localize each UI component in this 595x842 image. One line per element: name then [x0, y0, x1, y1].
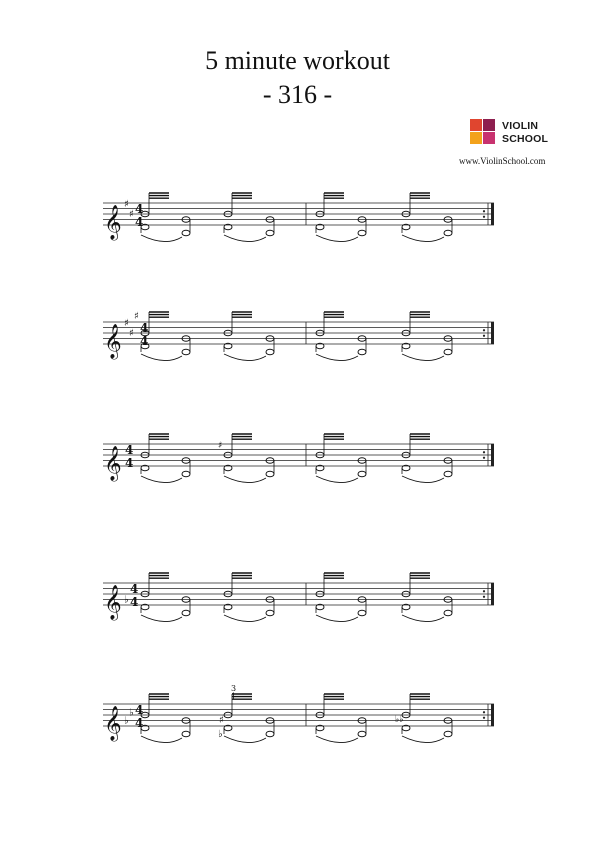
treble-clef: 𝄞 — [104, 446, 122, 481]
time-signature-top: 4 — [140, 321, 149, 335]
half-note-head — [182, 471, 190, 477]
slur — [316, 615, 358, 622]
exercise-number: - 316 - — [262, 80, 333, 109]
fingering-upper: 3 — [231, 684, 237, 693]
repeat-barline-thick — [491, 704, 494, 726]
staff-system-5 — [103, 694, 494, 743]
double-flat-accidental: ♭♭ — [395, 715, 404, 725]
repeat-dot — [483, 329, 485, 331]
logo-line-1: VIOLIN — [502, 120, 539, 132]
repeat-dot — [483, 711, 485, 713]
staff-system-3 — [103, 434, 494, 483]
time-signature-bottom: 4 — [135, 215, 144, 229]
repeat-barline-thick — [491, 583, 494, 605]
time-signature-bottom: 4 — [125, 456, 134, 470]
half-note-head — [266, 610, 274, 616]
repeat-dot — [483, 590, 485, 592]
key-signature-accidental: ♭ — [124, 715, 129, 727]
repeat-dot — [483, 717, 485, 719]
staff-system-1 — [103, 193, 494, 242]
treble-clef: 𝄞 — [104, 205, 122, 240]
key-signature-accidental: ♯ — [129, 328, 134, 339]
repeat-dot — [483, 216, 485, 218]
treble-clef: 𝄞 — [104, 585, 122, 620]
key-signature-accidental: ♯ — [124, 199, 129, 210]
slur — [402, 736, 444, 743]
sharp-accidental: ♯ — [219, 715, 224, 726]
repeat-dot — [483, 596, 485, 598]
slur — [224, 476, 266, 483]
half-note-head — [266, 349, 274, 355]
slur — [141, 235, 182, 242]
time-signature-top: 4 — [130, 582, 139, 596]
time-signature-bottom: 4 — [135, 716, 144, 730]
repeat-dot — [483, 451, 485, 453]
key-signature-accidental: ♯ — [124, 318, 129, 329]
half-note-head — [266, 230, 274, 236]
half-note-head — [266, 731, 274, 737]
slur — [316, 736, 358, 743]
slur — [224, 235, 266, 242]
repeat-barline-thick — [491, 444, 494, 466]
slur — [141, 615, 182, 622]
key-signature-accidental: ♭ — [124, 594, 129, 606]
repeat-barline-thick — [491, 322, 494, 344]
staff-system-2 — [103, 311, 494, 361]
time-signature-top: 4 — [135, 202, 144, 216]
half-note-head — [444, 471, 452, 477]
half-note-head — [358, 610, 366, 616]
page-title: 5 minute workout — [205, 46, 390, 75]
slur — [224, 354, 266, 361]
key-signature-accidental: ♭ — [129, 707, 134, 719]
website-url[interactable]: www.ViolinSchool.com — [459, 156, 546, 166]
slur — [316, 235, 358, 242]
logo-line-2: SCHOOL — [502, 132, 549, 145]
repeat-dot — [483, 335, 485, 337]
half-note-head — [266, 471, 274, 477]
fingering-mark — [231, 684, 236, 701]
staff-system-4 — [103, 573, 494, 622]
half-note-head — [444, 349, 452, 355]
slur — [224, 615, 266, 622]
key-signature-accidental: ♯ — [129, 209, 134, 220]
time-signature-top: 4 — [135, 703, 144, 717]
slur — [402, 615, 444, 622]
slur — [316, 476, 358, 483]
key-signature-accidental: ♯ — [134, 310, 139, 322]
half-note-head — [182, 349, 190, 355]
slur — [402, 235, 444, 242]
half-note-head — [444, 610, 452, 616]
half-note-head — [358, 731, 366, 737]
slur — [141, 476, 182, 483]
repeat-dot — [483, 210, 485, 212]
half-note-head — [444, 230, 452, 236]
slur — [402, 476, 444, 483]
slur — [141, 736, 182, 743]
slur — [224, 736, 266, 743]
repeat-barline-thick — [491, 203, 494, 225]
treble-clef: 𝄞 — [104, 706, 122, 741]
flat-accidental: ♭ — [218, 729, 223, 740]
half-note-head — [444, 731, 452, 737]
half-note-head — [182, 610, 190, 616]
half-note-head — [358, 471, 366, 477]
slur — [402, 354, 444, 361]
slur — [141, 354, 182, 361]
fingering-lower: 1 — [231, 692, 237, 701]
half-note-head — [358, 230, 366, 236]
slur — [316, 354, 358, 361]
repeat-dot — [483, 457, 485, 459]
half-note-head — [182, 731, 190, 737]
half-note-head — [358, 349, 366, 355]
sharp-accidental: ♯ — [218, 441, 223, 451]
time-signature-bottom: 4 — [140, 334, 149, 348]
time-signature-top: 4 — [125, 443, 134, 457]
treble-clef: 𝄞 — [104, 324, 122, 359]
time-signature-bottom: 4 — [130, 595, 139, 609]
half-note-head — [182, 230, 190, 236]
